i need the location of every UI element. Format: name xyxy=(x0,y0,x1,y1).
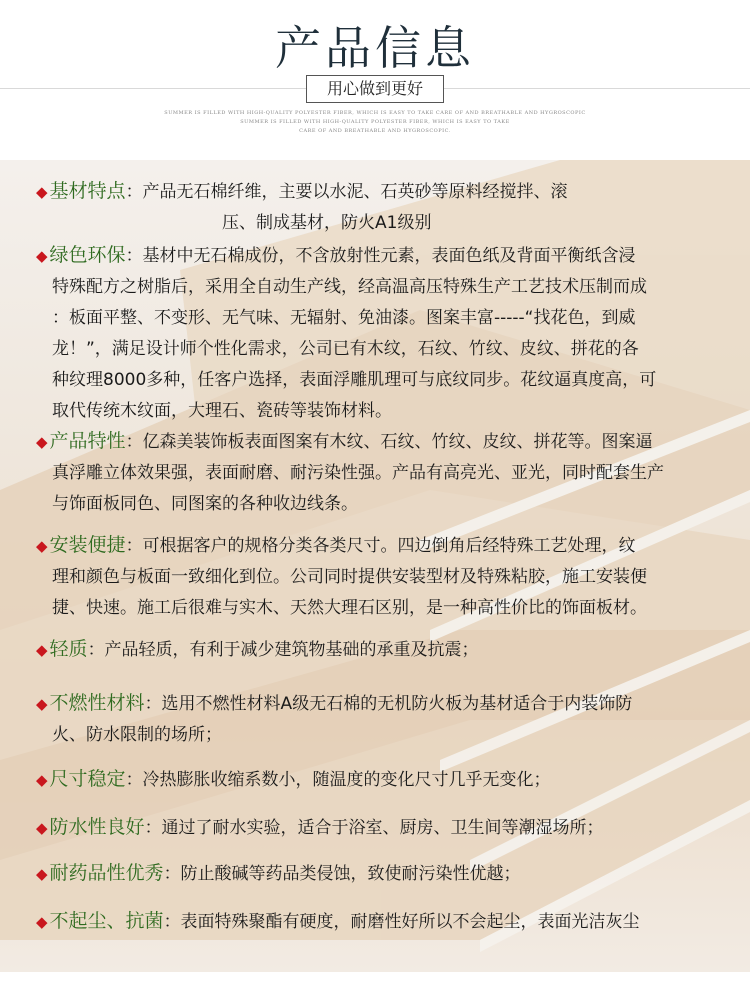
feature-noncombustible xyxy=(36,688,726,751)
feature-text: 龙！”，满足设计师个性化需求，公司已有木纹，石纹、竹纹、皮纹、拼花的各 xyxy=(52,339,639,359)
decorative-smallprint xyxy=(140,109,610,136)
feature-label: 轻质 xyxy=(49,638,88,660)
diamond-bullet-icon: ◆ xyxy=(36,771,48,789)
feature-text: 火、防水限制的场所； xyxy=(52,725,222,745)
feature-substrate xyxy=(36,176,726,239)
feature-text: ：可根据客户的规格分类各类尺寸。四边倒角后经特殊工艺处理，纹 xyxy=(125,536,636,556)
feature-text: 真浮雕立体效果强，表面耐磨、耐污染性强。产品有高亮光、亚光，同时配套生产 xyxy=(52,463,664,483)
feature-text: ：选用不燃性材料A级无石棉的无机防火板为基材适合于内装饰防 xyxy=(144,694,633,714)
feature-properties xyxy=(36,426,726,520)
feature-water-resistance xyxy=(36,812,726,844)
feature-installation xyxy=(36,530,726,624)
feature-text: ：表面特殊聚酯有硬度，耐磨性好所以不会起尘，表面光洁灰尘 xyxy=(163,912,640,932)
diamond-bullet-icon: ◆ xyxy=(36,183,48,201)
diamond-bullet-icon: ◆ xyxy=(36,819,48,837)
feature-text: ：产品轻质，有利于减少建筑物基础的承重及抗震； xyxy=(87,640,479,660)
diamond-bullet-icon: ◆ xyxy=(36,695,48,713)
diamond-bullet-icon: ◆ xyxy=(36,913,48,931)
feature-text: ：板面平整、不变形、无气味、无辐射、免油漆。图案丰富-----“找花色，到威 xyxy=(52,308,636,328)
header xyxy=(0,0,750,160)
feature-lightweight xyxy=(36,634,726,666)
divider-right xyxy=(444,88,750,89)
smallprint-line: SUMMER IS FILLED WITH HIGH-QUALITY POLYESTER FIBER, WHICH IS EASY TO TAKE CARE OF AND BREATHABLE AND HYGROSCOPIC xyxy=(164,110,586,116)
feature-text: ：基材中无石棉成份，不含放射性元素，表面色纸及背面平衡纸含浸 xyxy=(125,246,636,266)
feature-label: 不起尘、抗菌 xyxy=(49,910,164,932)
feature-label: 不燃性材料 xyxy=(49,692,145,714)
feature-label: 安装便捷 xyxy=(49,534,126,556)
feature-text: 种纹理8000多种，任客户选择，表面浮雕肌理可与底纹同步。花纹逼真度高，可 xyxy=(52,370,657,390)
feature-dustproof-antibacterial xyxy=(36,906,726,938)
diamond-bullet-icon: ◆ xyxy=(36,433,48,451)
feature-label: 耐药品性优秀 xyxy=(49,862,164,884)
diamond-bullet-icon: ◆ xyxy=(36,247,48,265)
smallprint-line: SUMMER IS FILLED WITH HIGH-QUALITY POLYESTER FIBER, WHICH IS EASY TO TAKE xyxy=(240,119,510,125)
feature-text: ：防止酸碱等药品类侵蚀，致使耐污染性优越； xyxy=(163,864,521,884)
feature-text: ：产品无石棉纤维，主要以水泥、石英砂等原料经搅拌、滚 xyxy=(125,182,568,202)
diamond-bullet-icon: ◆ xyxy=(36,641,48,659)
feature-text: ：冷热膨胀收缩系数小，随温度的变化尺寸几乎无变化； xyxy=(125,770,551,790)
feature-text: 捷、快速。施工后很难与实木、天然大理石区别，是一种高性价比的饰面板材。 xyxy=(52,598,647,618)
subtitle-badge: 用心做到更好 xyxy=(306,75,444,103)
divider-left xyxy=(0,88,306,89)
feature-text: 取代传统木纹面，大理石、瓷砖等装饰材料。 xyxy=(52,401,392,421)
smallprint-line: CARE OF AND BREATHABLE AND HYGROSCOPIC. xyxy=(299,128,451,134)
feature-text: 与饰面板同色、同图案的各种收边线条。 xyxy=(52,494,358,514)
feature-dimensional-stability xyxy=(36,764,726,796)
feature-text: 压、制成基材，防火A1级别 xyxy=(222,213,432,233)
diamond-bullet-icon: ◆ xyxy=(36,865,48,883)
page-title: 产品信息 xyxy=(275,21,475,75)
feature-label: 绿色环保 xyxy=(49,244,126,266)
feature-eco xyxy=(36,240,726,427)
feature-text: 理和颜色与板面一致细化到位。公司同时提供安装型材及特殊粘胶，施工安装便 xyxy=(52,567,647,587)
feature-text: ：通过了耐水实验，适合于浴室、厨房、卫生间等潮湿场所； xyxy=(144,818,604,838)
feature-text: 特殊配方之树脂后，采用全自动生产线，经高温高压特殊生产工艺技术压制而成 xyxy=(52,277,647,297)
feature-label: 产品特性 xyxy=(49,430,126,452)
feature-chemical-resistance xyxy=(36,858,726,890)
feature-label: 尺寸稳定 xyxy=(49,768,126,790)
bottom-strip xyxy=(0,972,750,987)
feature-text: ：亿森美装饰板表面图案有木纹、石纹、竹纹、皮纹、拼花等。图案逼 xyxy=(125,432,653,452)
diamond-bullet-icon: ◆ xyxy=(36,537,48,555)
feature-label: 基材特点 xyxy=(49,180,126,202)
feature-label: 防水性良好 xyxy=(49,816,145,838)
